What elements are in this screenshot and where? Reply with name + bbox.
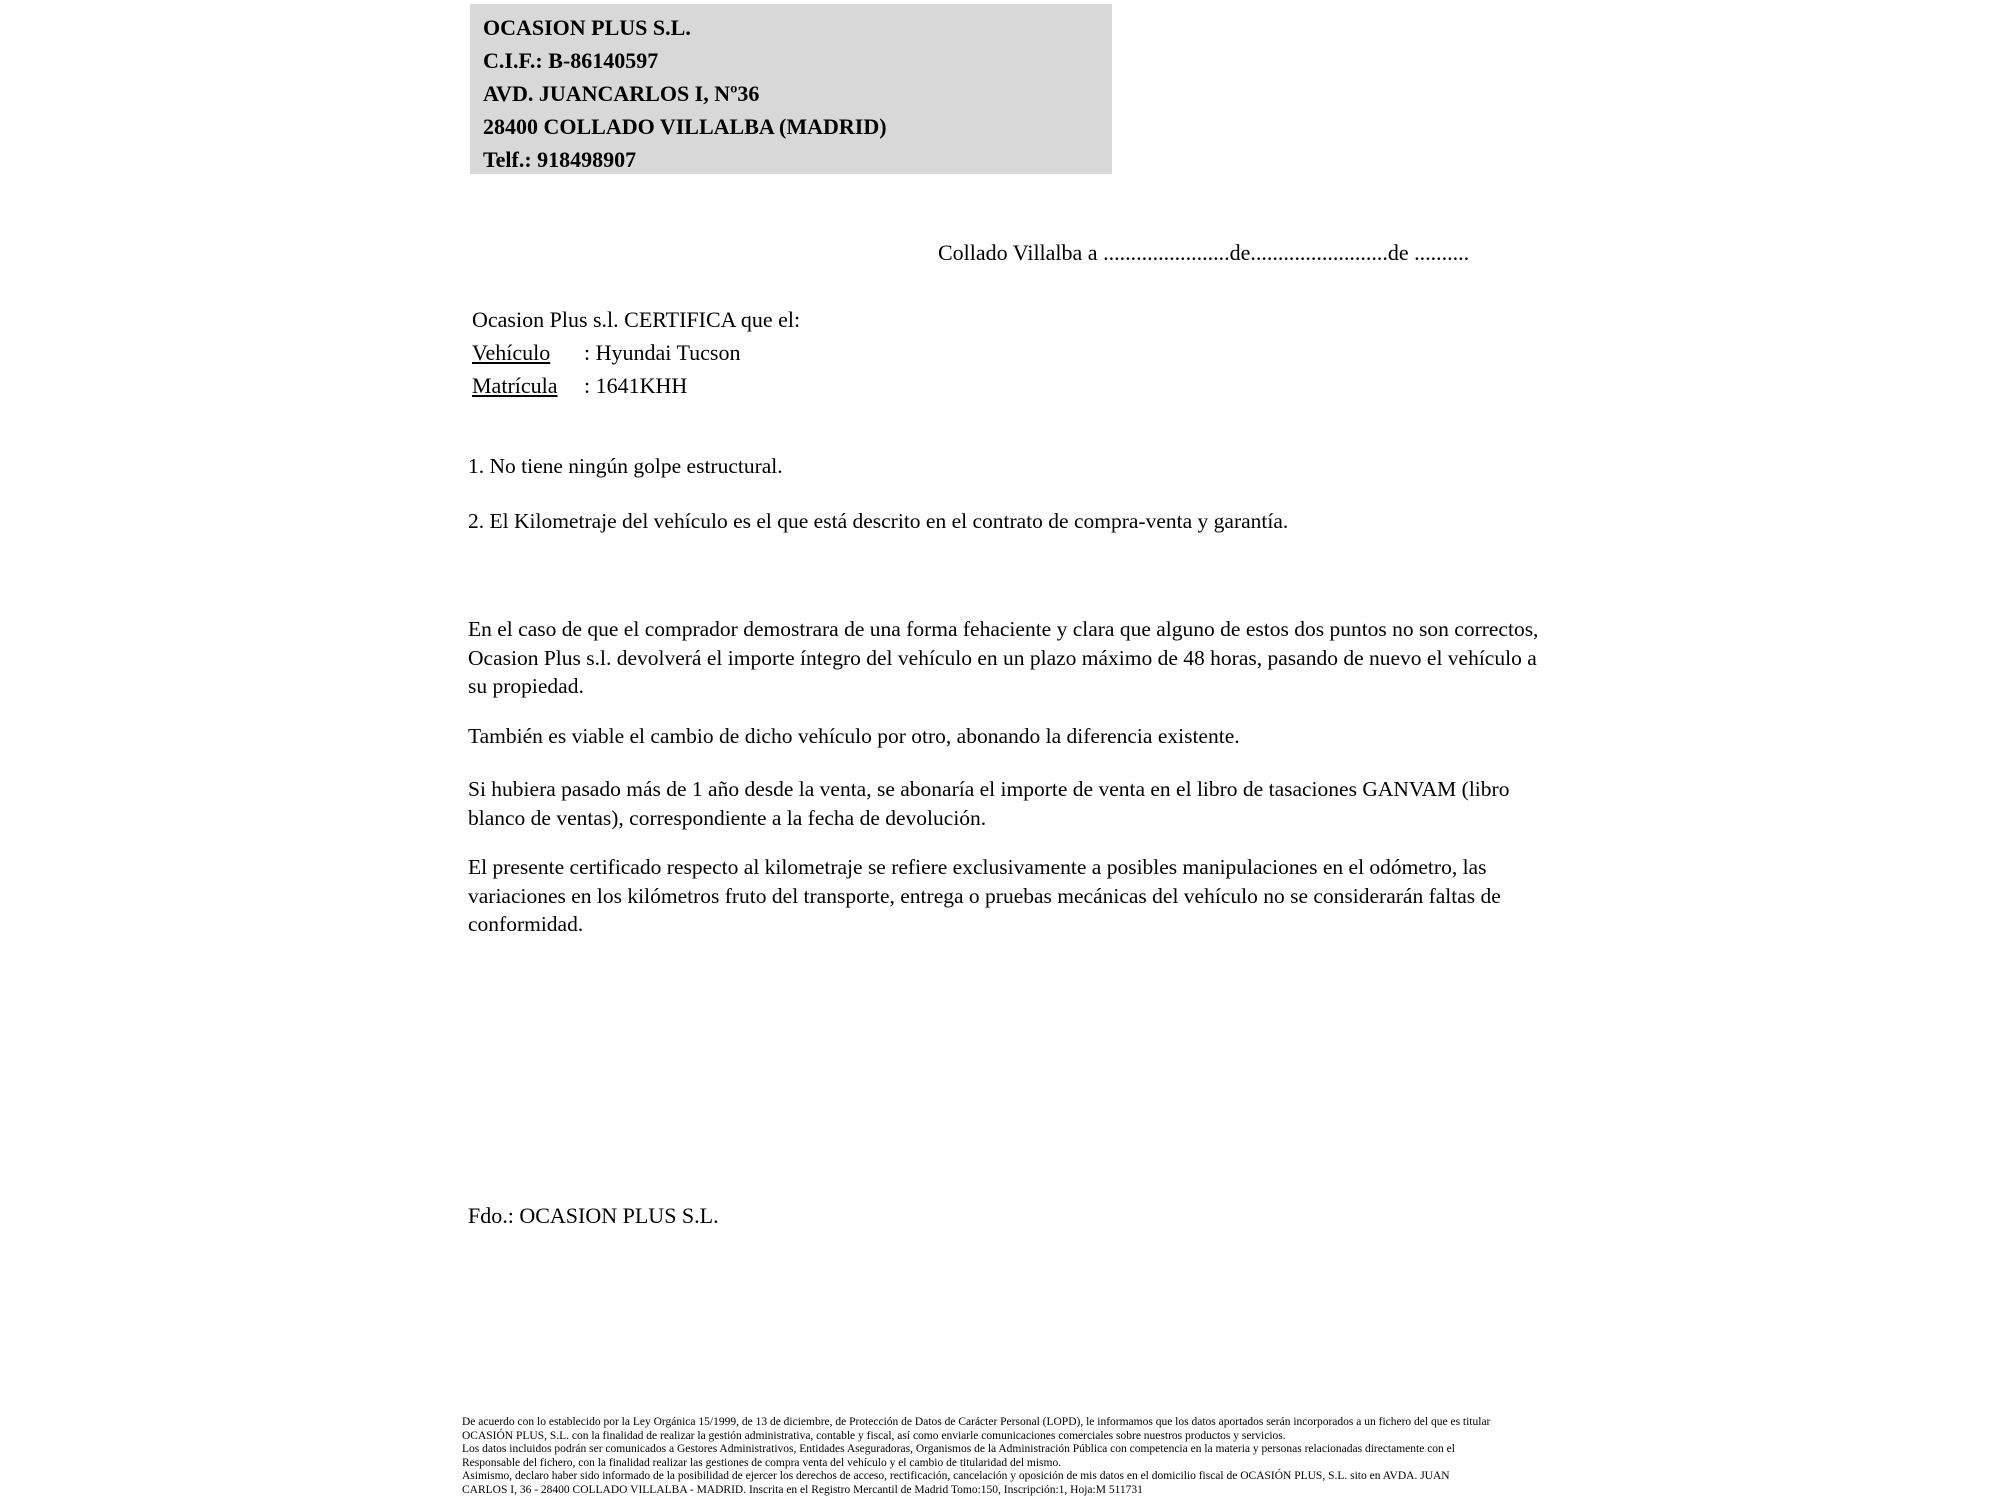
certification-block (472, 303, 800, 402)
company-address: AVD. JUANCARLOS I, Nº36 (483, 81, 760, 106)
paragraph-refund-terms: En el caso de que el comprador demostrara de una forma fehaciente y clara que alguno de estos dos puntos no son correctos, Ocasion Plus s.l. devolverá el importe íntegro del vehículo en un plazo máximo de 48 horas, pasando de nuevo el vehículo a su propiedad. (468, 617, 1539, 698)
company-city: 28400 COLLADO VILLALBA (MADRID) (483, 114, 887, 139)
legal-line: De acuerdo con lo establecido por la Ley Orgánica 15/1999, de 13 de diciembre, de Protección de Datos de Carácter Personal (LOPD), le informamos que los datos aportados serán incorporados a un fichero del que es titular (462, 1416, 1491, 1428)
plate-field (472, 369, 800, 402)
company-header-box (470, 4, 1112, 174)
company-name: OCASION PLUS S.L. (483, 15, 691, 40)
legal-fine-print (462, 1416, 1562, 1498)
signature-line: Fdo.: OCASION PLUS S.L. (468, 1203, 719, 1228)
legal-line: CARLOS I, 36 - 28400 COLLADO VILLALBA - MADRID. Inscrita en el Registro Mercantil de Madrid Tomo:150, Inscripción:1, Hoja:M 511731 (462, 1483, 1143, 1496)
legal-line: Responsable del fichero, con la finalidad realizar las gestiones de compra venta del vehículo y el cambio de titularidad del mismo. (462, 1456, 1062, 1469)
certification-point-2: 2. El Kilometraje del vehículo es el que está descrito en el contrato de compra-venta y garantía. (468, 509, 1289, 533)
certification-point-1: 1. No tiene ningún golpe estructural. (468, 454, 783, 478)
certification-intro: Ocasion Plus s.l. CERTIFICA que el: (472, 307, 801, 332)
vehicle-field (472, 336, 800, 369)
legal-line: Los datos incluidos podrán ser comunicados a Gestores Administrativos, Entidades Aseguradoras, Organismos de la Administración Pública con competencia en la materia y personas relacionadas directamente con el (462, 1443, 1455, 1456)
paragraph-odometer-disclaimer: El presente certificado respecto al kilometraje se refiere exclusivamente a posibles manipulaciones en el odómetro, las variaciones en los kilómetros fruto del transporte, entrega o pruebas mecánicas del vehículo no se considerarán faltas de conformidad. (468, 855, 1501, 936)
paragraph-ganvam-valuation: Si hubiera pasado más de 1 año desde la venta, se abonaría el importe de venta en el libro de tasaciones GANVAM (libro blanco de ventas), correspondiente a la fecha de devolución. (468, 777, 1510, 830)
plate-label: Matrícula (472, 373, 558, 398)
date-line: Collado Villalba a .......................de.........................de .......... (938, 240, 1470, 265)
vehicle-value: : Hyundai Tucson (584, 340, 741, 365)
company-phone: Telf.: 918498907 (483, 147, 637, 172)
paragraph-exchange-option: También es viable el cambio de dicho vehículo por otro, abonando la diferencia existente. (468, 724, 1240, 748)
vehicle-label: Vehículo (472, 340, 551, 365)
company-cif: C.I.F.: B-86140597 (483, 48, 659, 73)
plate-value: : 1641KHH (584, 373, 688, 398)
legal-line: Asimismo, declaro haber sido informado de la posibilidad de ejercer los derechos de acceso, rectificación, cancelación y oposición de mis datos en el domicilio fiscal de OCASIÓN PLUS, S.L. sito en AVDA. JUAN (462, 1470, 1450, 1483)
legal-line: OCASIÓN PLUS, S.L. con la finalidad de realizar la gestión administrativa, contable y fiscal, así como enviarle comunicaciones comerciales sobre nuestros productos y servicios. (462, 1429, 1286, 1442)
